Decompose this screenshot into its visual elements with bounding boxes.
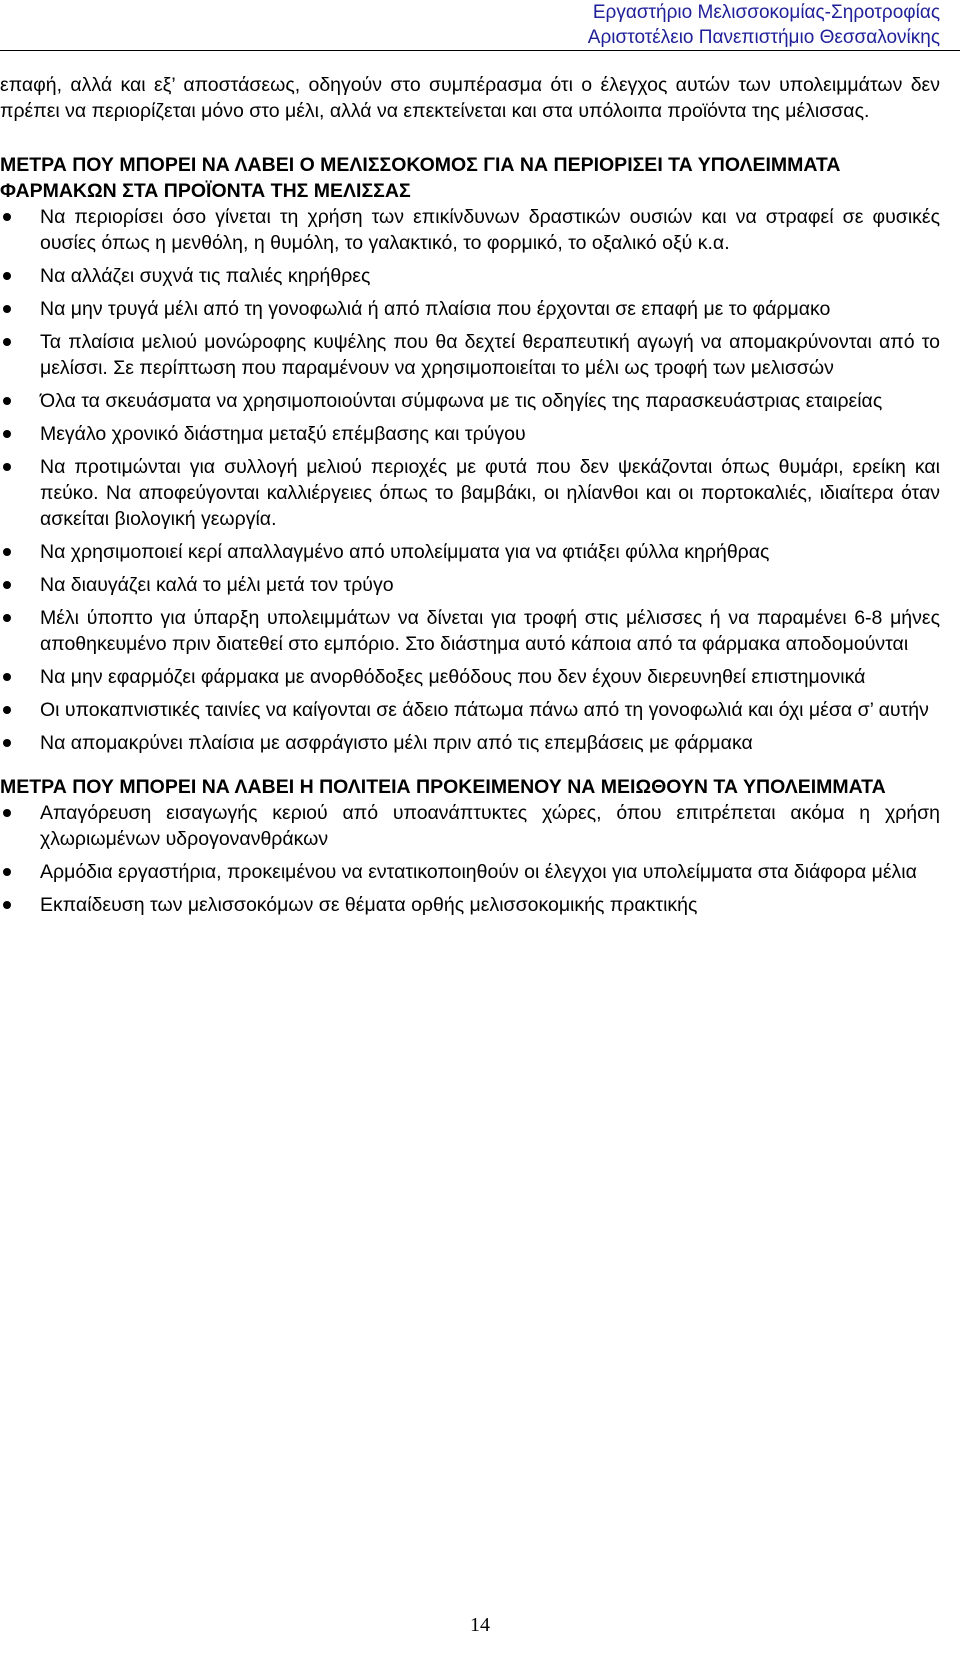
bullet-icon [3,581,11,589]
bullet-icon [3,338,11,346]
section1-heading: ΜΕΤΡΑ ΠΟΥ ΜΠΟΡΕΙ ΝΑ ΛΑΒΕΙ Ο ΜΕΛΙΣΣΟΚΟΜΟΣ ΓΙΑ ΝΑ ΠΕΡΙΟΡΙΣΕΙ ΤΑ ΥΠΟΛΕΙΜΜΑΤΑ ΦΑΡΜΑΚΩΝ ΣΤΑ ΠΡΟΪΟΝΤΑ ΤΗΣ ΜΕΛΙΣΣΑΣ [0,154,841,202]
list-item: Απαγόρευση εισαγωγής κεριού από υποανάπτυκτες χώρες, όπου επιτρέπεται ακόμα η χρήση χλωριωμένων υδρογονανθράκων [0,800,940,852]
bullet-icon [3,213,11,221]
bullet-icon [3,463,11,471]
list-item: Να περιορίσει όσο γίνεται τη χρήση των επικίνδυνων δραστικών ουσιών και να στραφεί σε φυσικές ουσίες όπως η μενθόλη, η θυμόλη, το γαλακτικό, το φορμικό, το οξαλικό οξύ κ.α. [0,204,940,256]
bullet-icon [3,397,11,405]
list-item: Να χρησιμοποιεί κερί απαλλαγμένο από υπολείμματα για να φτιάξει φύλλα κηρήθρας [0,539,940,565]
section1-list [0,204,940,756]
bullet-icon [3,305,11,313]
section2-heading: ΜΕΤΡΑ ΠΟΥ ΜΠΟΡΕΙ ΝΑ ΛΑΒΕΙ Η ΠΟΛΙΤΕΙΑ ΠΡΟΚΕΙΜΕΝΟΥ ΝΑ ΜΕΙΩΘΟΥΝ ΤΑ ΥΠΟΛΕΙΜΜΑΤΑ [0,776,886,798]
list-item: Τα πλαίσια μελιού μονώροφης κυψέλης που θα δεχτεί θεραπευτική αγωγή να απομακρύνονται από το μελίσσι. Σε περίπτωση που παραμένουν να χρησιμοποιείται το μέλι ως τροφή των μελισσών [0,329,940,381]
list-item: Να διαυγάζει καλά το μέλι μετά τον τρύγο [0,572,940,598]
bullet-icon [3,548,11,556]
header-lab-name: Εργαστήριο Μελισσοκομίας-Σηροτροφίας [592,2,940,23]
page-number: 14 [470,1614,490,1636]
list-item: Οι υποκαπνιστικές ταινίες να καίγονται σε άδειο πάτωμα πάνω από τη γονοφωλιά και όχι μέσα σ’ αυτήν [0,697,940,723]
bullet-icon [3,430,11,438]
list-item: Εκπαίδευση των μελισσοκόμων σε θέματα ορθής μελισσοκομικής πρακτικής [0,892,940,918]
list-item: Να μην εφαρμόζει φάρμακα με ανορθόδοξες μεθόδους που δεν έχουν διερευνηθεί επιστημονικά [0,664,940,690]
list-item: Μεγάλο χρονικό διάστημα μεταξύ επέμβασης και τρύγου [0,421,940,447]
header-university-name: Αριστοτέλειο Πανεπιστήμιο Θεσσαλονίκης [587,27,940,48]
bullet-icon [3,809,11,817]
header-rule [0,50,960,51]
intro-paragraph: επαφή, αλλά και εξ’ αποστάσεως, οδηγούν στο συμπέρασμα ότι ο έλεγχος αυτών των υπολειμμάτων δεν πρέπει να περιορίζεται μόνο στο μέλι, αλλά να επεκτείνεται και στα υπόλοιπα προϊόντα της μέλισσας. [0,74,940,122]
bullet-icon [3,673,11,681]
page-header [588,0,940,50]
list-item: Να αλλάζει συχνά τις παλιές κηρήθρες [0,263,940,289]
list-item: Να απομακρύνει πλαίσια με ασφράγιστο μέλι πριν από τις επεμβάσεις με φάρμακα [0,730,940,756]
list-item: Αρμόδια εργαστήρια, προκειμένου να εντατικοποιηθούν οι έλεγχοι για υπολείμματα στα διάφορα μέλια [0,859,940,885]
bullet-icon [3,706,11,714]
section2-list [0,800,940,918]
document-body [0,72,940,925]
list-item: Μέλι ύποπτο για ύπαρξη υπολειμμάτων να δίνεται για τροφή στις μέλισσες ή να παραμένει 6-8 μήνες αποθηκευμένο πριν διατεθεί στο εμπόριο. Στο διάστημα αυτό κάποια από τα φάρμακα αποδομούνται [0,605,940,657]
bullet-icon [3,739,11,747]
list-item: Να προτιμώνται για συλλογή μελιού περιοχές με φυτά που δεν ψεκάζονται όπως θυμάρι, ερείκη και πεύκο. Να αποφεύγονται καλλιέργειες όπως το βαμβάκι, οι ηλίανθοι και οι πορτοκαλιές, ιδιαίτερα όταν ασκείται βιολογική γεωργία. [0,454,940,532]
list-item: Να μην τρυγά μέλι από τη γονοφωλιά ή από πλαίσια που έρχονται σε επαφή με το φάρμακο [0,296,940,322]
bullet-icon [3,614,11,622]
bullet-icon [3,272,11,280]
bullet-icon [3,868,11,876]
list-item: Όλα τα σκευάσματα να χρησιμοποιούνται σύμφωνα με τις οδηγίες της παρασκευάστριας εταιρείας [0,388,940,414]
bullet-icon [3,901,11,909]
